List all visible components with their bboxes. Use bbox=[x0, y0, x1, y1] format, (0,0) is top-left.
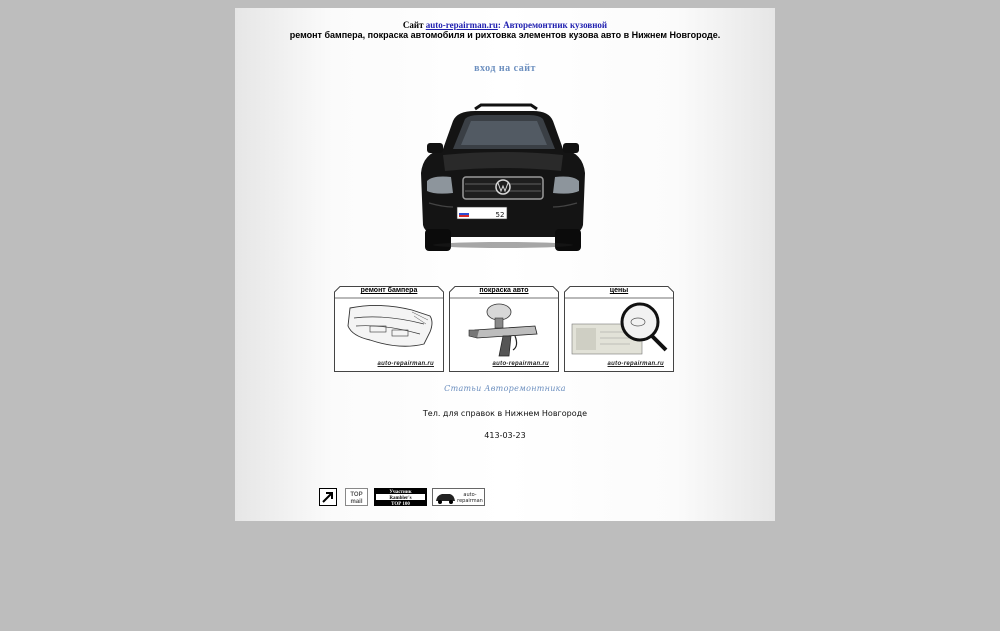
svg-text:repairman: repairman bbox=[457, 498, 483, 504]
card-title-bumper[interactable]: ремонт бампера bbox=[360, 287, 418, 294]
header-prefix: Сайт bbox=[402, 20, 424, 30]
login-link[interactable]: вход на сайт bbox=[474, 63, 536, 74]
page-container bbox=[235, 8, 775, 521]
card-car-painting[interactable] bbox=[449, 286, 559, 372]
car-image bbox=[413, 103, 593, 251]
phone-label: Тел. для справок в Нижнем Новгороде bbox=[422, 409, 588, 418]
phone-number: 413-03-23 bbox=[484, 431, 526, 440]
header-line bbox=[235, 20, 775, 30]
header-separator: : bbox=[497, 20, 501, 30]
top-mail-counter[interactable] bbox=[345, 488, 368, 506]
svg-text:TOP: TOP bbox=[350, 492, 363, 498]
svg-text:Участник: Участник bbox=[389, 490, 412, 495]
liveinternet-counter[interactable] bbox=[319, 488, 337, 506]
card-bumper-repair[interactable] bbox=[334, 286, 444, 372]
spray-gun-illustration bbox=[455, 300, 553, 360]
svg-text:Rambler's: Rambler's bbox=[389, 496, 412, 501]
header-tagline: Авторемонтник кузовной bbox=[503, 20, 608, 30]
bumper-illustration bbox=[340, 300, 438, 360]
card-title-prices[interactable]: цены bbox=[609, 287, 629, 294]
banknote-magnifier-illustration bbox=[570, 300, 668, 360]
plate-region: 52 bbox=[495, 211, 505, 219]
card-title-painting[interactable]: покраска авто bbox=[479, 287, 529, 294]
card-brand-painting: auto-repairman.ru bbox=[492, 361, 549, 367]
card-brand-bumper: auto-repairman.ru bbox=[377, 361, 434, 367]
card-prices[interactable] bbox=[564, 286, 674, 372]
auto-repairman-banner[interactable] bbox=[432, 488, 485, 506]
card-brand-prices: auto-repairman.ru bbox=[607, 361, 664, 367]
svg-text:TOP 100: TOP 100 bbox=[391, 502, 410, 506]
svg-text:auto-: auto- bbox=[463, 492, 477, 498]
rambler-top100-counter[interactable] bbox=[374, 488, 427, 506]
site-link[interactable]: auto-repairman.ru bbox=[425, 20, 498, 30]
articles-link[interactable]: Статьи Авторемонтника bbox=[444, 384, 566, 393]
header-subtitle: ремонт бампера, покраска автомобиля и рихтовка элементов кузова авто в Нижнем Новгороде. bbox=[289, 30, 721, 40]
svg-text:mail: mail bbox=[350, 499, 363, 505]
